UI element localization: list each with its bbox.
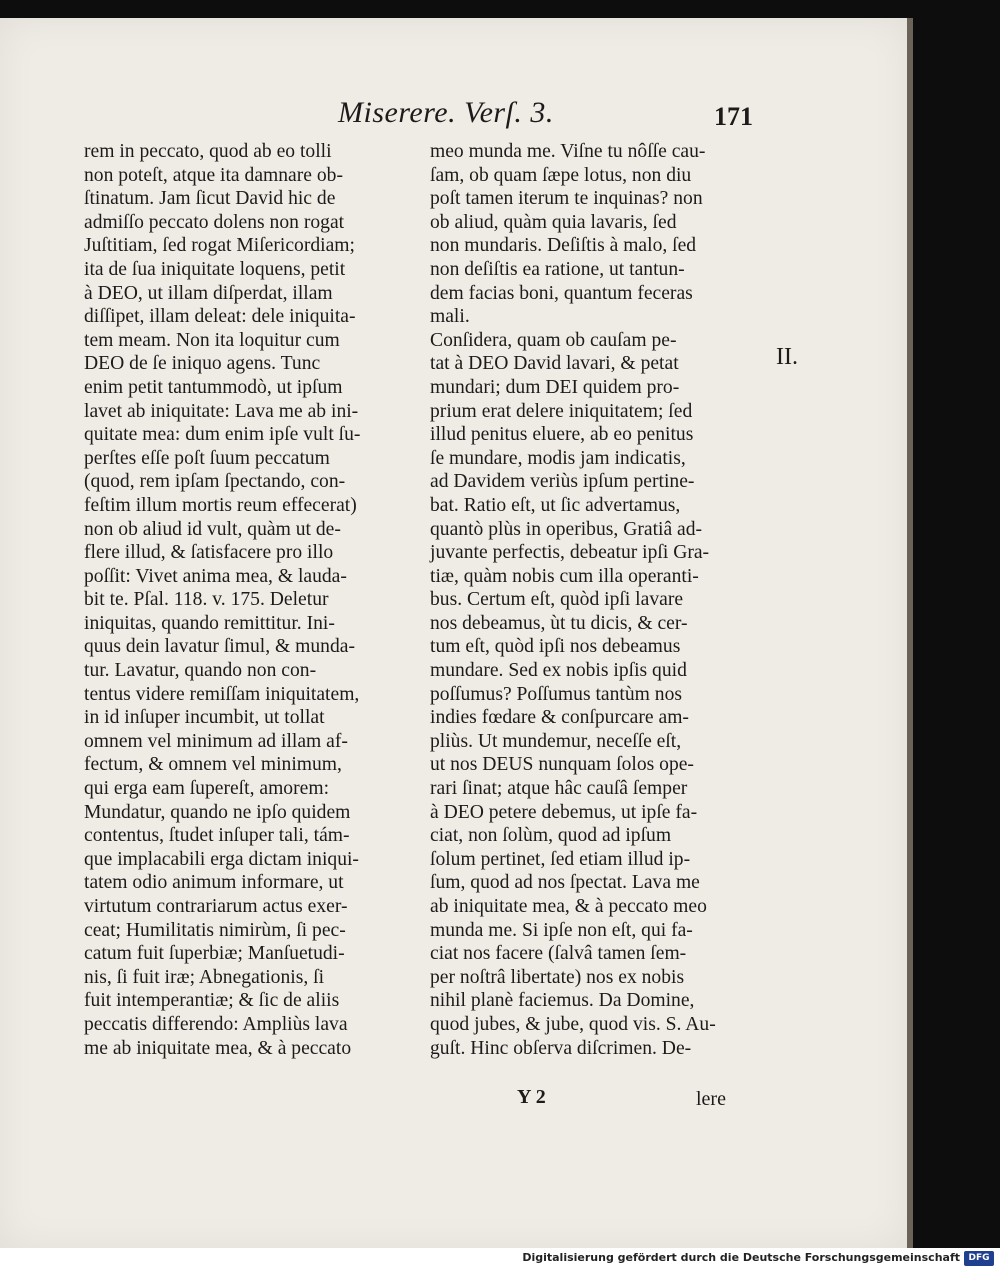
- text-line: munda me. Si ipſe non eſt, qui fa-: [430, 919, 693, 941]
- text-line: quitate mea: dum enim ipſe vult ſu-: [84, 424, 361, 446]
- running-title: Miserere. Verſ. 3.: [338, 96, 554, 129]
- text-line: nis, ſi fuit iræ; Abnegationis, ſi: [84, 966, 325, 988]
- text-line: me ab iniquitate mea, & à peccato: [84, 1037, 352, 1059]
- text-line: pliùs. Ut mundemur, neceſſe eſt,: [430, 730, 682, 752]
- book-page: [0, 18, 907, 1248]
- text-line: à DEO, ut illam diſperdat, illam: [84, 282, 333, 304]
- text-line: quod jubes, & jube, quod vis. S. Au-: [430, 1013, 716, 1035]
- text-line: tatem odio animum informare, ut: [84, 872, 344, 894]
- text-line: non poteſt, atque ita damnare ob-: [84, 164, 343, 186]
- printer-signature: Y 2: [517, 1086, 546, 1108]
- section-numeral: II.: [776, 344, 798, 370]
- text-line: non mundaris. Deſiſtis à malo, ſed: [430, 235, 697, 257]
- text-line: rem in peccato, quod ab eo tolli: [84, 141, 332, 162]
- text-line: bus. Certum eſt, quòd ipſi lavare: [430, 589, 684, 611]
- text-line: contentus, ſtudet inſuper tali, tám-: [84, 825, 350, 847]
- text-line: diſſipet, illam deleat: dele iniquita-: [84, 306, 356, 328]
- text-line: ſum, quod ad nos ſpectat. Lava me: [430, 872, 700, 894]
- text-line: poſt tamen iterum te inquinas? non: [430, 188, 703, 210]
- catchword: lere: [696, 1088, 726, 1110]
- text-line: ut nos DEUS nunquam ſolos ope-: [430, 754, 694, 776]
- text-line: non ob aliud id vult, quàm ut de-: [84, 518, 341, 540]
- right-text-column: [430, 140, 756, 1060]
- text-line: nihil planè faciemus. Da Domine,: [430, 990, 695, 1012]
- text-line: bat. Ratio eſt, ut ſic advertamus,: [430, 494, 681, 516]
- text-line: peccatis differendo: Ampliùs lava: [84, 1013, 348, 1035]
- text-line: tiæ, quàm nobis cum illa operanti-: [430, 565, 699, 587]
- text-line: flere illud, & ſatisfacere pro illo: [84, 542, 334, 564]
- text-line: catum fuit ſuperbiæ; Manſuetudi-: [84, 943, 345, 965]
- text-line: quus dein lavatur ſimul, & munda-: [84, 636, 356, 658]
- text-line: ciat, non ſolùm, quod ad ipſum: [430, 825, 672, 847]
- text-line: tem meam. Non ita loquitur cum: [84, 329, 340, 351]
- text-line: guſt. Hinc obſerva diſcrimen. De-: [430, 1037, 692, 1059]
- text-line: DEO de ſe iniquo agens. Tunc: [84, 353, 321, 375]
- text-line: lavet ab iniquitate: Lava me ab ini-: [84, 400, 359, 422]
- page-number: 171: [714, 102, 753, 131]
- text-line: Juſtitiam, ſed rogat Miſericordiam;: [84, 235, 355, 257]
- text-line: poſſumus? Poſſumus tantùm nos: [430, 683, 683, 705]
- text-line: enim petit tantummodò, ut ipſum: [84, 376, 343, 398]
- text-line: ſam, ob quam ſæpe lotus, non diu: [430, 164, 692, 186]
- text-line: meo munda me. Viſne tu nôſſe cau-: [430, 141, 706, 162]
- page-edge: [907, 18, 913, 1248]
- text-line: indies fœdare & conſpurcare am-: [430, 707, 689, 729]
- text-line: tat à DEO David lavari, & petat: [430, 353, 679, 375]
- text-line: feſtim illum mortis reum effecerat): [84, 494, 357, 516]
- text-line: qui erga eam ſupereſt, amorem:: [84, 778, 330, 800]
- text-line: (quod, rem ipſam ſpectando, con-: [84, 471, 346, 493]
- text-line: per noſtrâ libertate) nos ex nobis: [430, 966, 685, 988]
- text-line: perſtes eſſe poſt ſuum peccatum: [84, 447, 330, 469]
- text-line: iniquitas, quando remittitur. Ini-: [84, 612, 335, 634]
- text-line: prium erat delere iniquitatem; ſed: [430, 400, 693, 422]
- text-line: quantò plùs in operibus, Gratiâ ad-: [430, 518, 703, 540]
- text-line: Conſidera, quam ob cauſam pe-: [430, 329, 677, 351]
- text-line: Mundatur, quando ne ipſo quidem: [84, 801, 351, 823]
- text-line: admiſſo peccato dolens non rogat: [84, 211, 345, 233]
- text-line: fectum, & omnem vel minimum,: [84, 754, 342, 776]
- text-line: ita de ſua iniquitate loquens, petit: [84, 258, 346, 280]
- text-line: mundari; dum DEI quidem pro-: [430, 376, 680, 398]
- text-line: virtutum contrariarum actus exer-: [84, 896, 348, 917]
- text-line: bit te. Pſal. 118. v. 175. Deletur: [84, 589, 329, 611]
- text-line: mundare. Sed ex nobis ipſis quid: [430, 660, 687, 682]
- text-line: ciat nos facere (ſalvâ tamen ſem-: [430, 943, 687, 965]
- dfg-logo-icon: DFG: [964, 1251, 994, 1266]
- text-line: mali.: [430, 306, 470, 328]
- text-line: in id inſuper incumbit, ut tollat: [84, 707, 325, 729]
- text-line: que implacabili erga dictam iniqui-: [84, 848, 359, 870]
- text-line: à DEO petere debemus, ut ipſe fa-: [430, 801, 698, 823]
- text-line: non deſiſtis ea ratione, ut tantun-: [430, 258, 685, 280]
- text-line: ſolum pertinet, ſed etiam illud ip-: [430, 848, 691, 870]
- text-line: omnem vel minimum ad illam af-: [84, 730, 348, 752]
- text-line: ab iniquitate mea, & à peccato meo: [430, 896, 707, 917]
- text-line: fuit intemperantiæ; & ſic de aliis: [84, 990, 340, 1012]
- text-line: nos debeamus, ùt tu dicis, & cer-: [430, 612, 688, 634]
- footer-bar: [0, 1248, 1000, 1270]
- text-line: juvante perfectis, debeatur ipſi Gra-: [430, 542, 710, 564]
- text-line: ad Davidem veriùs ipſum pertine-: [430, 471, 695, 493]
- text-line: ſe mundare, modis jam indicatis,: [430, 447, 686, 469]
- text-line: rari ſinat; atque hâc cauſâ ſemper: [430, 778, 688, 800]
- left-text-column: [84, 140, 416, 1060]
- footer-credit: Digitalisierung gefördert durch die Deutsche Forschungsgemeinschaft: [522, 1251, 960, 1264]
- text-line: tur. Lavatur, quando non con-: [84, 660, 317, 682]
- text-line: poſſit: Vivet anima mea, & lauda-: [84, 565, 347, 587]
- text-line: ob aliud, quàm quia lavaris, ſed: [430, 211, 677, 233]
- text-line: ceat; Humilitatis nimirùm, ſi pec-: [84, 919, 346, 941]
- text-line: ſtinatum. Jam ſicut David hic de: [84, 188, 336, 210]
- text-line: tum eſt, quòd ipſi nos debeamus: [430, 636, 681, 658]
- text-line: tentus videre remiſſam iniquitatem,: [84, 683, 360, 705]
- text-line: illud penitus eluere, ab eo penitus: [430, 424, 694, 446]
- text-line: dem facias boni, quantum feceras: [430, 282, 693, 304]
